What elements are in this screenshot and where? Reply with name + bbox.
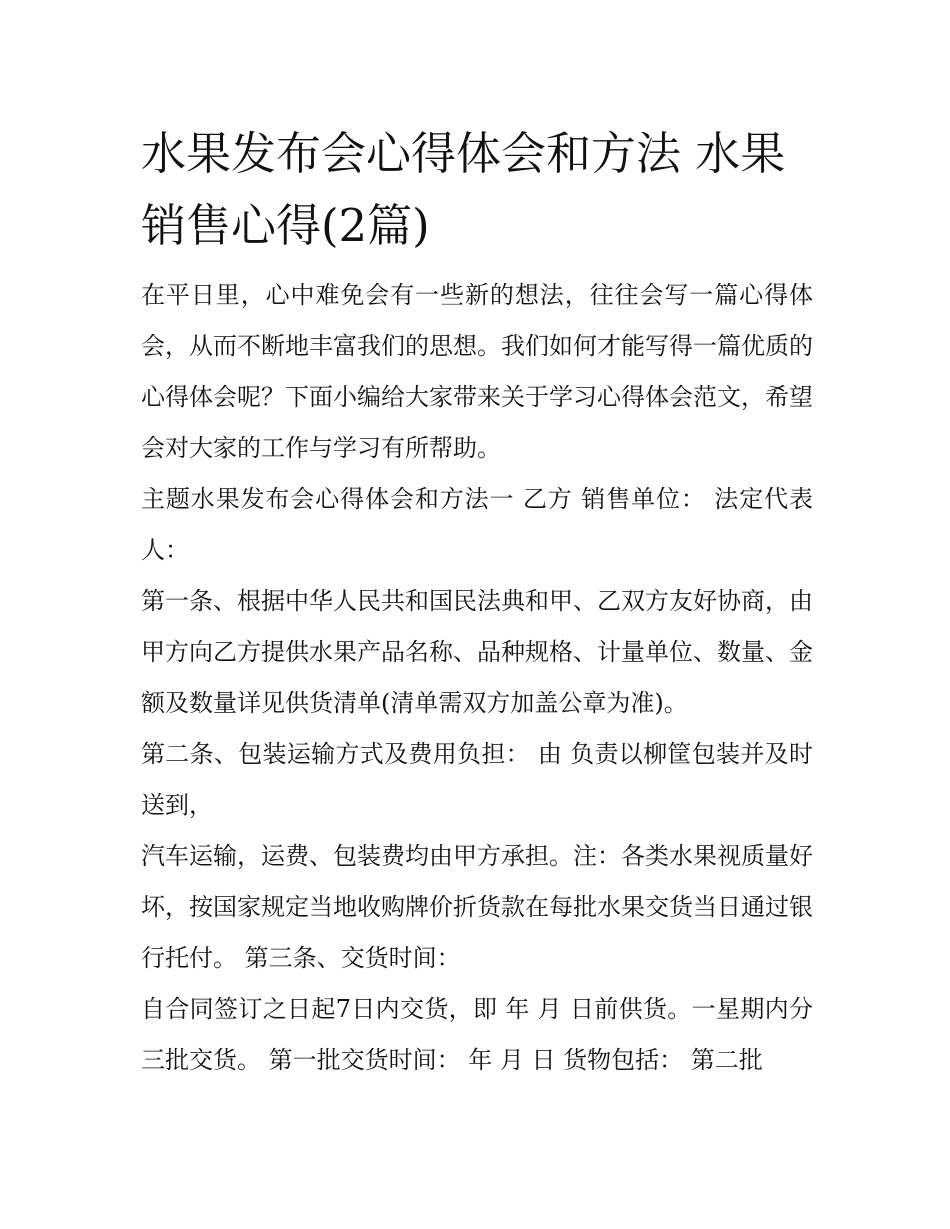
subject-paragraph: 主题水果发布会心得体会和方法一 乙方 销售单位： 法定代表人： [141, 485, 813, 564]
document-title: 水果发布会心得体会和方法 水果销售心得(2篇) [141, 127, 786, 252]
delivery-paragraph: 自合同签订之日起7日内交货，即 年 月 日前供货。一星期内分三批交货。 第一批交货时间： 年 月 日 货物包括： 第二批 [141, 995, 813, 1074]
document-body [141, 118, 813, 1086]
article-one-paragraph: 第一条、根据中华人民共和国民法典和甲、乙双方友好协商，由甲方向乙方提供水果产品名称、品种规格、计量单位、数量、金额及数量详见供货清单(清单需双方加盖公章为准)。 [141, 587, 813, 717]
intro-paragraph: 在平日里，心中难免会有一些新的想法，往往会写一篇心得体会，从而不断地丰富我们的思想。我们如何才能写得一篇优质的心得体会呢？下面小编给大家带来关于学习心得体会范文，希望会对大家的工作与学习有所帮助。 [141, 281, 813, 462]
transport-paragraph: 汽车运输，运费、包装费均由甲方承担。注：各类水果视质量好坏，按国家规定当地收购牌价折货款在每批水果交货当日通过银行托付。 第三条、交货时间： [141, 842, 813, 972]
article-two-paragraph: 第二条、包装运输方式及费用负担： 由 负责以柳筐包装并及时送到， [141, 740, 813, 819]
